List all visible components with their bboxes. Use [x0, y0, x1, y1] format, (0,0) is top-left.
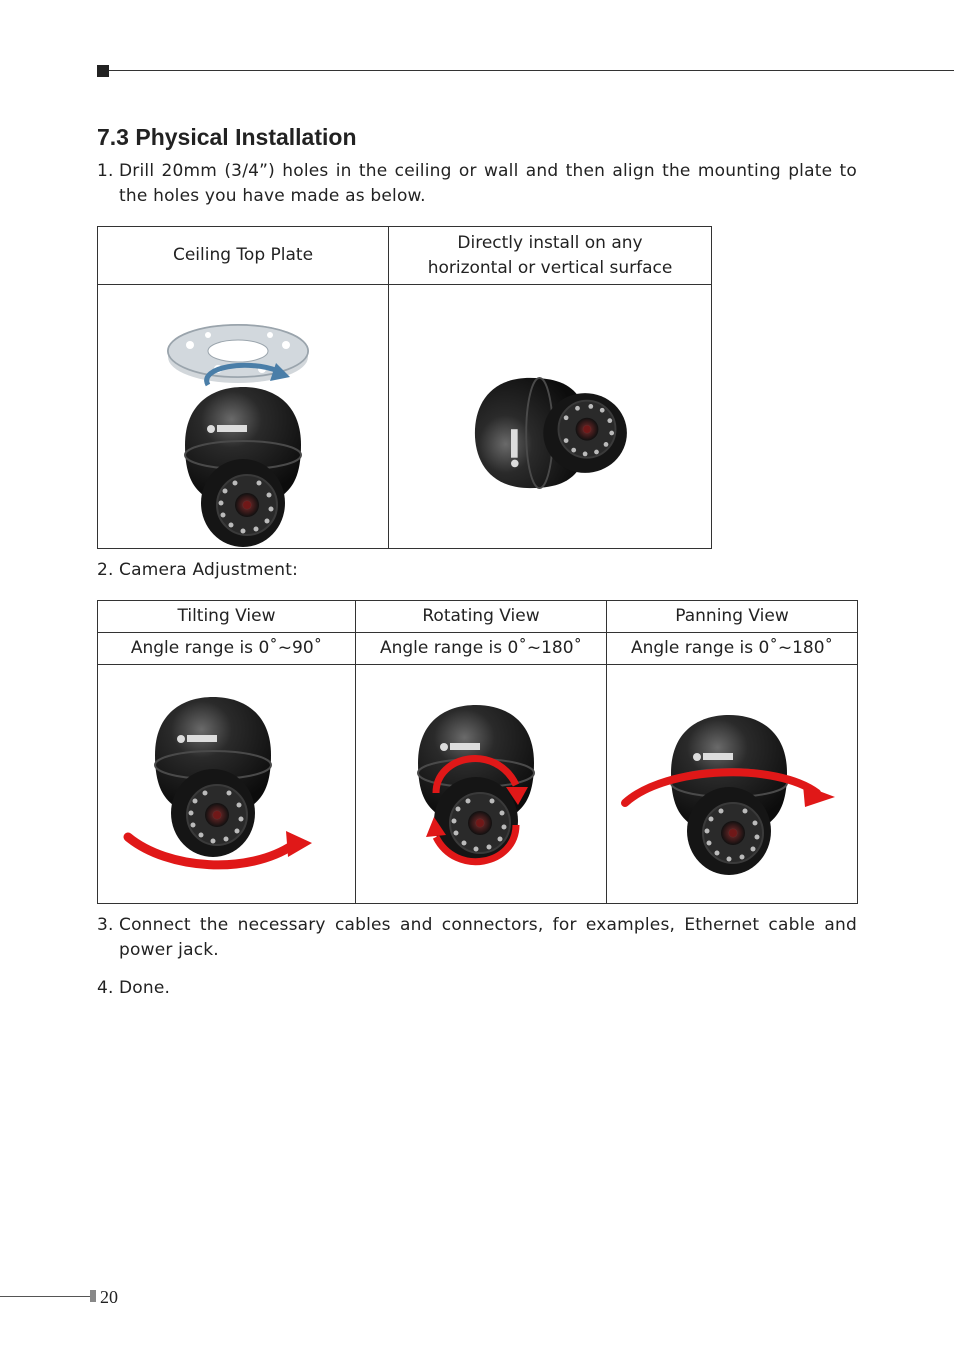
ceiling-plate-cell — [98, 285, 389, 549]
dome-camera-icon — [475, 378, 627, 488]
step-number: 2. — [97, 560, 114, 580]
header-direct-install-line1: Directly install on any — [457, 232, 643, 253]
step-2 — [97, 558, 857, 583]
rotating-angle-range: Angle range is 0˚~180˚ — [356, 633, 607, 665]
header-rotating-view: Rotating View — [356, 601, 607, 633]
panning-angle-range: Angle range is 0˚~180˚ — [607, 633, 858, 665]
surface-install-cell — [389, 285, 712, 549]
tilting-angle-range: Angle range is 0˚~90˚ — [98, 633, 356, 665]
rotating-view-cell — [356, 665, 607, 904]
surface-install-image — [389, 285, 711, 548]
install-table — [97, 226, 712, 549]
panning-view-image — [607, 665, 857, 903]
header-direct-install — [389, 227, 712, 285]
page-number: 20 — [100, 1287, 118, 1307]
ceiling-plate-image — [98, 285, 388, 548]
step-number: 3. — [97, 915, 114, 935]
step-text: Done. — [119, 978, 171, 998]
panning-view-cell — [607, 665, 858, 904]
step-number: 4. — [97, 978, 114, 998]
rotating-view-image — [356, 665, 606, 903]
header-rule — [109, 70, 954, 71]
dome-camera-icon — [185, 387, 301, 547]
header-panning-view: Panning View — [607, 601, 858, 633]
adjustment-table — [97, 600, 858, 904]
footer-mark — [90, 1290, 96, 1302]
section-title: 7.3 Physical Installation — [97, 124, 357, 150]
step-4 — [97, 976, 857, 1001]
dome-camera-icon — [671, 715, 787, 875]
tilting-view-image — [98, 665, 355, 903]
tilting-view-cell — [98, 665, 356, 904]
step-text: Connect the necessary cables and connectors, for examples, Ethernet cable and power jack. — [119, 915, 857, 960]
step-text: Drill 20mm (3/4”) holes in the ceiling or wall and then align the mounting plate to the holes you have made as below. — [119, 161, 857, 206]
dome-camera-icon — [155, 697, 271, 857]
step-number: 1. — [97, 161, 114, 181]
header-tilting-view: Tilting View — [98, 601, 356, 633]
header-direct-install-line2: horizontal or vertical surface — [427, 257, 673, 278]
step-text: Camera Adjustment: — [119, 560, 299, 580]
header-ceiling-top-plate: Ceiling Top Plate — [98, 227, 389, 285]
header-square — [97, 65, 109, 77]
step-3 — [97, 913, 857, 963]
step-1 — [97, 159, 857, 209]
footer-rule — [0, 1296, 90, 1297]
